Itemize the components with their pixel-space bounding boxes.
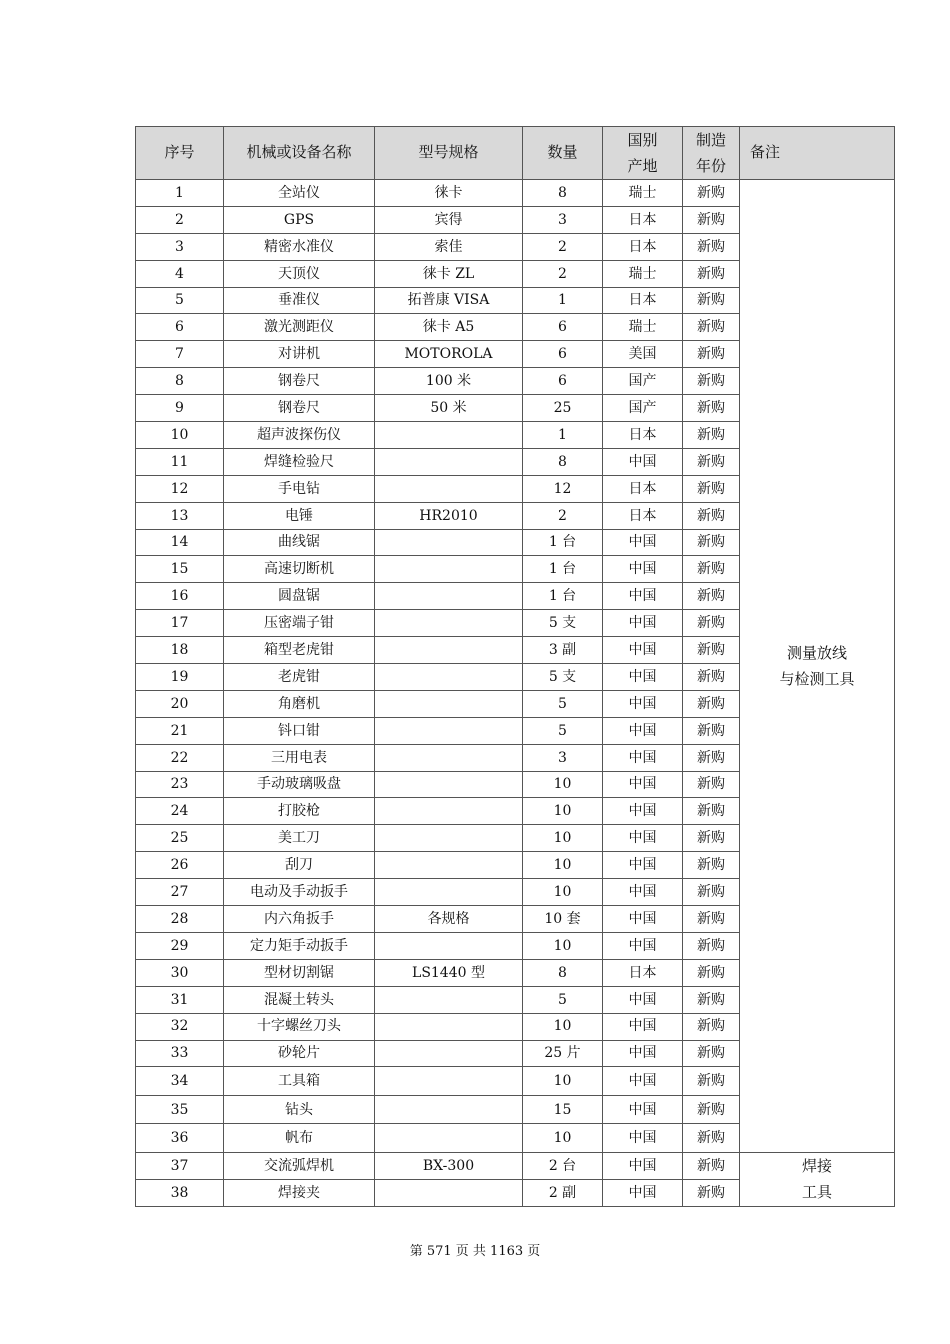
cell-qty: 2 xyxy=(523,260,603,287)
cell-no: 15 xyxy=(136,556,224,583)
cell-qty: 10 套 xyxy=(523,906,603,933)
cell-origin: 中国 xyxy=(603,798,683,825)
table-row xyxy=(136,1152,895,1179)
cell-year: 新购 xyxy=(683,879,740,906)
cell-qty: 1 xyxy=(523,422,603,449)
cell-name: 钢卷尺 xyxy=(224,395,375,422)
cell-model: 徕卡 A5 xyxy=(375,314,523,341)
cell-no: 1 xyxy=(136,180,224,207)
cell-no: 28 xyxy=(136,906,224,933)
cell-qty: 3 xyxy=(523,744,603,771)
cell-year: 新购 xyxy=(683,1179,740,1206)
cell-origin: 中国 xyxy=(603,664,683,691)
cell-model xyxy=(375,610,523,637)
cell-model xyxy=(375,529,523,556)
cell-qty: 1 xyxy=(523,287,603,314)
cell-name: 对讲机 xyxy=(224,341,375,368)
cell-name: 定力矩手动扳手 xyxy=(224,932,375,959)
cell-no: 22 xyxy=(136,744,224,771)
cell-qty: 10 xyxy=(523,798,603,825)
table-body xyxy=(136,180,895,1207)
cell-qty: 15 xyxy=(523,1095,603,1124)
cell-qty: 8 xyxy=(523,959,603,986)
cell-no: 7 xyxy=(136,341,224,368)
cell-year: 新购 xyxy=(683,1067,740,1096)
cell-model xyxy=(375,932,523,959)
cell-origin: 日本 xyxy=(603,502,683,529)
cell-name: 型材切割锯 xyxy=(224,959,375,986)
cell-name: 手电钻 xyxy=(224,475,375,502)
cell-origin: 国产 xyxy=(603,368,683,395)
cell-year: 新购 xyxy=(683,959,740,986)
cell-model xyxy=(375,422,523,449)
cell-year: 新购 xyxy=(683,368,740,395)
cell-model: 各规格 xyxy=(375,906,523,933)
table-header xyxy=(136,127,895,180)
cell-no: 34 xyxy=(136,1067,224,1096)
cell-qty: 10 xyxy=(523,1124,603,1153)
cell-origin: 日本 xyxy=(603,287,683,314)
cell-origin: 瑞士 xyxy=(603,260,683,287)
cell-qty: 5 xyxy=(523,717,603,744)
cell-model xyxy=(375,664,523,691)
cell-origin: 中国 xyxy=(603,932,683,959)
cell-year: 新购 xyxy=(683,422,740,449)
cell-model xyxy=(375,637,523,664)
cell-origin: 中国 xyxy=(603,771,683,798)
cell-origin: 中国 xyxy=(603,637,683,664)
cell-origin: 中国 xyxy=(603,529,683,556)
cell-qty: 10 xyxy=(523,1067,603,1096)
cell-qty: 5 xyxy=(523,690,603,717)
header-origin xyxy=(603,127,683,180)
cell-no: 38 xyxy=(136,1179,224,1206)
cell-no: 30 xyxy=(136,959,224,986)
cell-model: MOTOROLA xyxy=(375,341,523,368)
cell-year: 新购 xyxy=(683,798,740,825)
cell-name: 打胶枪 xyxy=(224,798,375,825)
cell-name: 高速切断机 xyxy=(224,556,375,583)
cell-name: 混凝土转头 xyxy=(224,986,375,1013)
cell-model xyxy=(375,690,523,717)
cell-origin: 中国 xyxy=(603,1067,683,1096)
cell-origin: 中国 xyxy=(603,1179,683,1206)
cell-name: 超声波探伤仪 xyxy=(224,422,375,449)
cell-name: 电动及手动扳手 xyxy=(224,879,375,906)
cell-no: 14 xyxy=(136,529,224,556)
cell-model xyxy=(375,1013,523,1040)
cell-qty: 2 副 xyxy=(523,1179,603,1206)
cell-year: 新购 xyxy=(683,717,740,744)
cell-name: 垂准仪 xyxy=(224,287,375,314)
cell-no: 20 xyxy=(136,690,224,717)
cell-year: 新购 xyxy=(683,932,740,959)
cell-model: 100 米 xyxy=(375,368,523,395)
cell-origin: 中国 xyxy=(603,825,683,852)
cell-year: 新购 xyxy=(683,556,740,583)
cell-model: BX-300 xyxy=(375,1152,523,1179)
cell-year: 新购 xyxy=(683,287,740,314)
cell-no: 11 xyxy=(136,448,224,475)
cell-qty: 25 片 xyxy=(523,1040,603,1067)
cell-origin: 瑞士 xyxy=(603,314,683,341)
cell-no: 36 xyxy=(136,1124,224,1153)
cell-model xyxy=(375,744,523,771)
cell-origin: 日本 xyxy=(603,475,683,502)
cell-origin: 中国 xyxy=(603,906,683,933)
cell-qty: 10 xyxy=(523,771,603,798)
cell-year: 新购 xyxy=(683,744,740,771)
cell-origin: 中国 xyxy=(603,690,683,717)
cell-name: 全站仪 xyxy=(224,180,375,207)
header-name: 机械或设备名称 xyxy=(224,127,375,180)
cell-remark xyxy=(740,180,895,1153)
cell-no: 8 xyxy=(136,368,224,395)
cell-qty: 6 xyxy=(523,314,603,341)
cell-no: 37 xyxy=(136,1152,224,1179)
cell-year: 新购 xyxy=(683,664,740,691)
cell-no: 26 xyxy=(136,852,224,879)
cell-qty: 5 支 xyxy=(523,664,603,691)
cell-no: 25 xyxy=(136,825,224,852)
cell-qty: 10 xyxy=(523,1013,603,1040)
cell-qty: 1 台 xyxy=(523,583,603,610)
cell-qty: 10 xyxy=(523,879,603,906)
cell-qty: 12 xyxy=(523,475,603,502)
cell-no: 12 xyxy=(136,475,224,502)
cell-year: 新购 xyxy=(683,1040,740,1067)
header-qty: 数量 xyxy=(523,127,603,180)
cell-model: 徕卡 xyxy=(375,180,523,207)
cell-origin: 中国 xyxy=(603,448,683,475)
cell-year: 新购 xyxy=(683,314,740,341)
cell-name: 曲线锯 xyxy=(224,529,375,556)
cell-name: 焊缝检验尺 xyxy=(224,448,375,475)
cell-year: 新购 xyxy=(683,771,740,798)
cell-model: 索佳 xyxy=(375,233,523,260)
cell-no: 24 xyxy=(136,798,224,825)
cell-name: 交流弧焊机 xyxy=(224,1152,375,1179)
cell-year: 新购 xyxy=(683,180,740,207)
cell-no: 33 xyxy=(136,1040,224,1067)
cell-no: 4 xyxy=(136,260,224,287)
cell-remark xyxy=(740,1152,895,1206)
cell-no: 3 xyxy=(136,233,224,260)
header-no: 序号 xyxy=(136,127,224,180)
cell-model: LS1440 型 xyxy=(375,959,523,986)
cell-no: 13 xyxy=(136,502,224,529)
cell-model xyxy=(375,1124,523,1153)
cell-origin: 中国 xyxy=(603,583,683,610)
cell-year: 新购 xyxy=(683,341,740,368)
cell-qty: 10 xyxy=(523,825,603,852)
cell-qty: 2 xyxy=(523,233,603,260)
cell-model xyxy=(375,798,523,825)
cell-origin: 中国 xyxy=(603,1124,683,1153)
page-footer: 第 571 页 共 1163 页 xyxy=(409,1244,541,1259)
cell-qty: 5 xyxy=(523,986,603,1013)
cell-model xyxy=(375,986,523,1013)
header-year xyxy=(683,127,740,180)
cell-no: 10 xyxy=(136,422,224,449)
cell-name: 箱型老虎钳 xyxy=(224,637,375,664)
cell-no: 29 xyxy=(136,932,224,959)
cell-qty: 1 台 xyxy=(523,556,603,583)
cell-name: GPS xyxy=(224,206,375,233)
cell-no: 5 xyxy=(136,287,224,314)
cell-year: 新购 xyxy=(683,395,740,422)
cell-model xyxy=(375,852,523,879)
cell-no: 31 xyxy=(136,986,224,1013)
cell-year: 新购 xyxy=(683,475,740,502)
remark-line: 工具 xyxy=(801,1183,832,1202)
cell-origin: 中国 xyxy=(603,610,683,637)
cell-year: 新购 xyxy=(683,852,740,879)
cell-model xyxy=(375,1095,523,1124)
cell-qty: 10 xyxy=(523,852,603,879)
cell-name: 刮刀 xyxy=(224,852,375,879)
cell-origin: 中国 xyxy=(603,986,683,1013)
cell-year: 新购 xyxy=(683,529,740,556)
header-remark: 备注 xyxy=(740,127,895,180)
header-model: 型号规格 xyxy=(375,127,523,180)
cell-origin: 日本 xyxy=(603,233,683,260)
cell-no: 16 xyxy=(136,583,224,610)
cell-origin: 中国 xyxy=(603,879,683,906)
cell-name: 圆盘锯 xyxy=(224,583,375,610)
header-origin-line-1: 国别 xyxy=(627,131,658,149)
header-year-line-2: 年份 xyxy=(695,157,726,175)
cell-origin: 中国 xyxy=(603,1095,683,1124)
cell-year: 新购 xyxy=(683,448,740,475)
header-origin-line-2: 产地 xyxy=(627,157,658,175)
cell-origin: 日本 xyxy=(603,206,683,233)
cell-origin: 中国 xyxy=(603,556,683,583)
cell-no: 27 xyxy=(136,879,224,906)
remark-line: 焊接 xyxy=(801,1157,832,1176)
cell-model: 徕卡 ZL xyxy=(375,260,523,287)
cell-model: 宾得 xyxy=(375,206,523,233)
cell-qty: 5 支 xyxy=(523,610,603,637)
cell-name: 压密端子钳 xyxy=(224,610,375,637)
table-row xyxy=(136,180,895,207)
cell-name: 天顶仪 xyxy=(224,260,375,287)
cell-name: 钻头 xyxy=(224,1095,375,1124)
cell-model xyxy=(375,825,523,852)
cell-qty: 1 台 xyxy=(523,529,603,556)
cell-qty: 25 xyxy=(523,395,603,422)
cell-year: 新购 xyxy=(683,502,740,529)
cell-model xyxy=(375,1067,523,1096)
cell-name: 美工刀 xyxy=(224,825,375,852)
cell-qty: 8 xyxy=(523,180,603,207)
cell-year: 新购 xyxy=(683,206,740,233)
cell-model: HR2010 xyxy=(375,502,523,529)
cell-model xyxy=(375,879,523,906)
cell-model xyxy=(375,771,523,798)
cell-qty: 10 xyxy=(523,932,603,959)
cell-origin: 日本 xyxy=(603,422,683,449)
cell-origin: 中国 xyxy=(603,1152,683,1179)
cell-name: 帆布 xyxy=(224,1124,375,1153)
cell-origin: 国产 xyxy=(603,395,683,422)
cell-model: 拓普康 VISA xyxy=(375,287,523,314)
cell-year: 新购 xyxy=(683,906,740,933)
cell-model xyxy=(375,717,523,744)
cell-year: 新购 xyxy=(683,637,740,664)
cell-model xyxy=(375,475,523,502)
cell-name: 内六角扳手 xyxy=(224,906,375,933)
cell-year: 新购 xyxy=(683,690,740,717)
cell-origin: 中国 xyxy=(603,744,683,771)
cell-year: 新购 xyxy=(683,1124,740,1153)
cell-no: 35 xyxy=(136,1095,224,1124)
cell-model: 50 米 xyxy=(375,395,523,422)
cell-year: 新购 xyxy=(683,1095,740,1124)
cell-qty: 3 副 xyxy=(523,637,603,664)
cell-model xyxy=(375,448,523,475)
remark-line: 测量放线 xyxy=(786,643,847,662)
cell-year: 新购 xyxy=(683,233,740,260)
cell-name: 手动玻璃吸盘 xyxy=(224,771,375,798)
cell-no: 6 xyxy=(136,314,224,341)
header-year-line-1: 制造 xyxy=(695,131,726,149)
cell-name: 老虎钳 xyxy=(224,664,375,691)
cell-origin: 美国 xyxy=(603,341,683,368)
cell-model xyxy=(375,1040,523,1067)
cell-no: 9 xyxy=(136,395,224,422)
cell-no: 17 xyxy=(136,610,224,637)
cell-qty: 2 xyxy=(523,502,603,529)
cell-year: 新购 xyxy=(683,986,740,1013)
cell-name: 电锤 xyxy=(224,502,375,529)
cell-name: 焊接夹 xyxy=(224,1179,375,1206)
cell-qty: 3 xyxy=(523,206,603,233)
cell-model xyxy=(375,556,523,583)
cell-no: 23 xyxy=(136,771,224,798)
cell-name: 工具箱 xyxy=(224,1067,375,1096)
cell-qty: 2 台 xyxy=(523,1152,603,1179)
cell-model xyxy=(375,1179,523,1206)
equipment-table xyxy=(135,126,895,1207)
cell-no: 32 xyxy=(136,1013,224,1040)
header-row xyxy=(136,127,895,180)
cell-year: 新购 xyxy=(683,260,740,287)
cell-origin: 中国 xyxy=(603,717,683,744)
cell-name: 角磨机 xyxy=(224,690,375,717)
cell-year: 新购 xyxy=(683,1013,740,1040)
cell-model xyxy=(375,583,523,610)
cell-no: 19 xyxy=(136,664,224,691)
cell-name: 精密水准仪 xyxy=(224,233,375,260)
cell-name: 十字螺丝刀头 xyxy=(224,1013,375,1040)
remark-line: 与检测工具 xyxy=(779,669,855,688)
cell-qty: 8 xyxy=(523,448,603,475)
cell-qty: 6 xyxy=(523,341,603,368)
cell-no: 21 xyxy=(136,717,224,744)
cell-year: 新购 xyxy=(683,825,740,852)
cell-no: 2 xyxy=(136,206,224,233)
cell-name: 钭口钳 xyxy=(224,717,375,744)
cell-no: 18 xyxy=(136,637,224,664)
cell-name: 三用电表 xyxy=(224,744,375,771)
cell-origin: 中国 xyxy=(603,1040,683,1067)
cell-origin: 中国 xyxy=(603,852,683,879)
cell-qty: 6 xyxy=(523,368,603,395)
cell-year: 新购 xyxy=(683,610,740,637)
cell-origin: 日本 xyxy=(603,959,683,986)
cell-origin: 中国 xyxy=(603,1013,683,1040)
cell-name: 激光测距仪 xyxy=(224,314,375,341)
cell-year: 新购 xyxy=(683,583,740,610)
cell-origin: 瑞士 xyxy=(603,180,683,207)
cell-name: 钢卷尺 xyxy=(224,368,375,395)
cell-name: 砂轮片 xyxy=(224,1040,375,1067)
cell-year: 新购 xyxy=(683,1152,740,1179)
